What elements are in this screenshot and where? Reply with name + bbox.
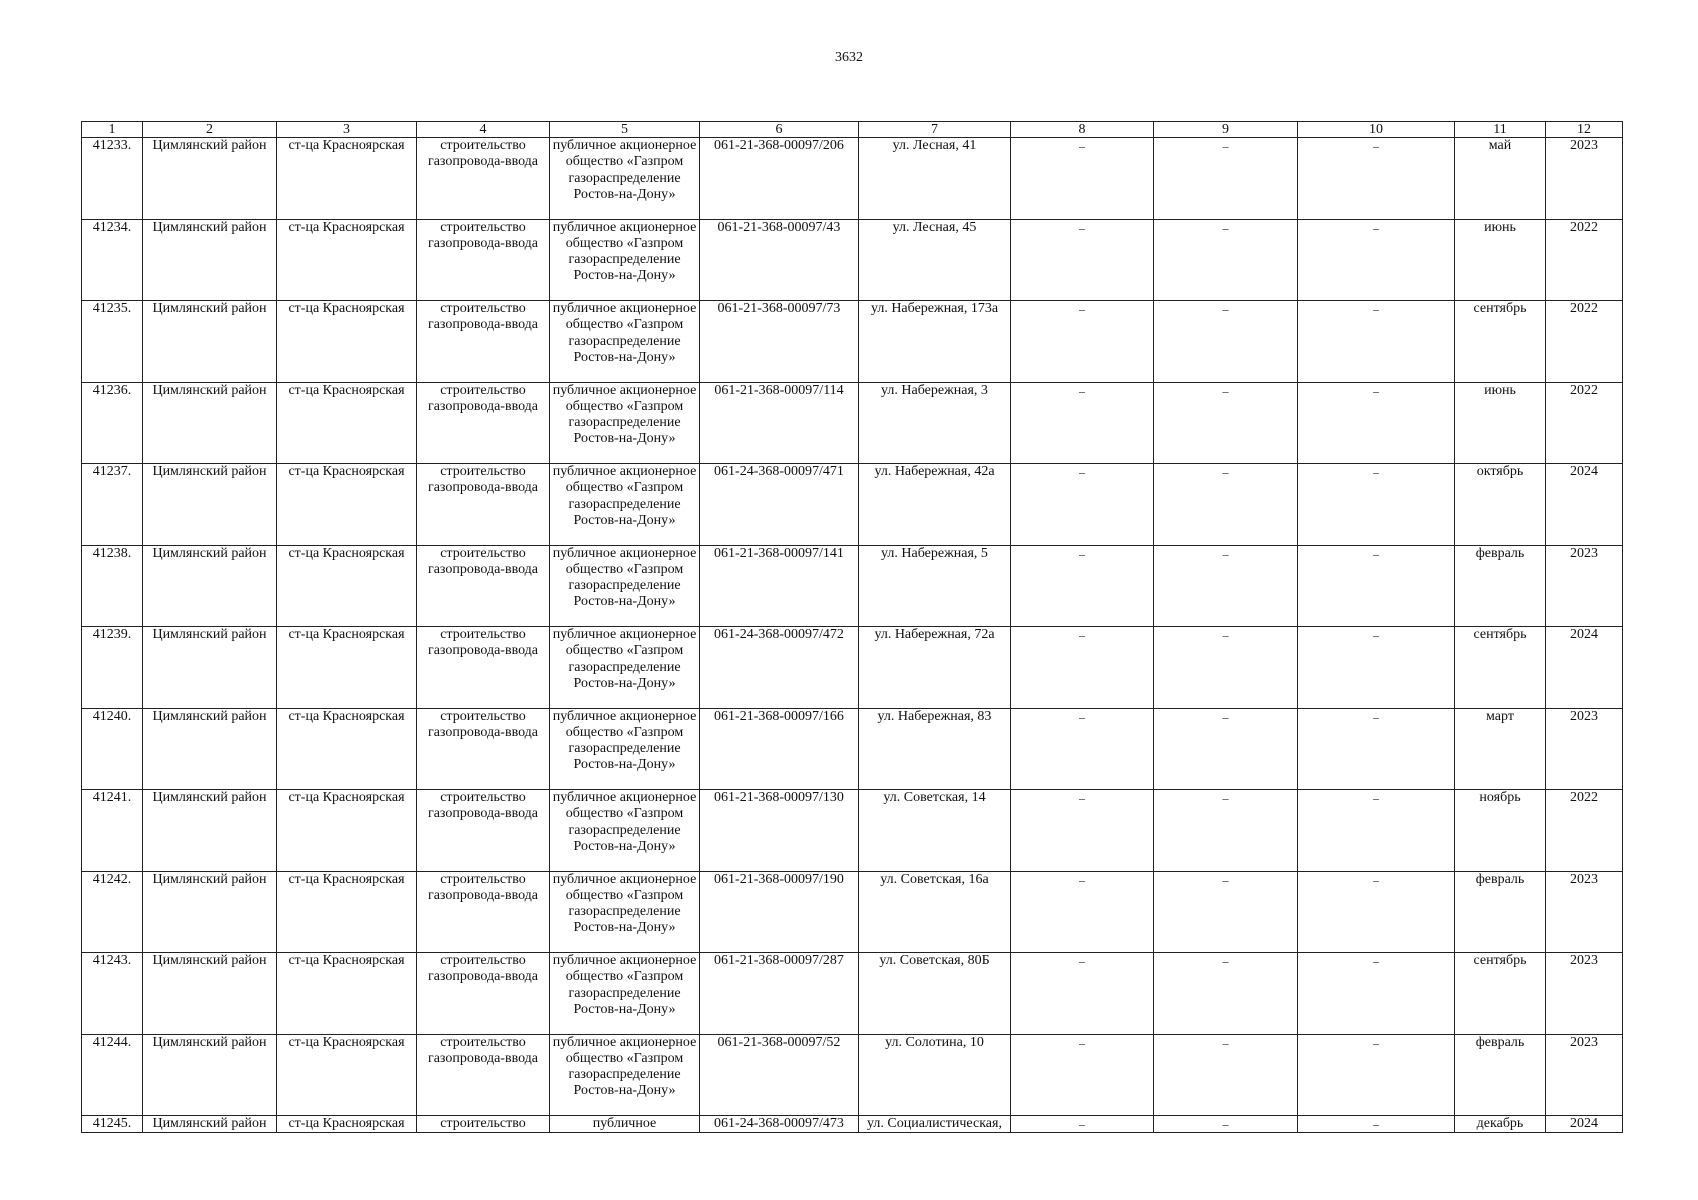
column-9-cell: – bbox=[1154, 138, 1298, 220]
column-header: 2 bbox=[143, 122, 277, 138]
organization-cell: публичное акционерное общество «Газпром газораспределение Ростов-на-Дону» bbox=[550, 301, 700, 383]
month-cell: февраль bbox=[1455, 871, 1546, 953]
work-type-cell: строительство газопровода-ввода bbox=[417, 219, 550, 301]
organization-cell: публичное акционерное общество «Газпром газораспределение Ростов-на-Дону» bbox=[550, 871, 700, 953]
organization-cell: публичное акционерное общество «Газпром газораспределение Ростов-на-Дону» bbox=[550, 1034, 700, 1116]
registry-code-cell: 061-21-368-00097/43 bbox=[700, 219, 859, 301]
month-cell: декабрь bbox=[1455, 1116, 1546, 1133]
row-number: 41242. bbox=[82, 871, 143, 953]
column-9-cell: – bbox=[1154, 464, 1298, 546]
month-cell: сентябрь bbox=[1455, 953, 1546, 1035]
organization-cell: публичное акционерное общество «Газпром газораспределение Ростов-на-Дону» bbox=[550, 138, 700, 220]
column-8-cell: – bbox=[1011, 138, 1154, 220]
address-cell: ул. Набережная, 42а bbox=[859, 464, 1011, 546]
address-cell: ул. Набережная, 3 bbox=[859, 382, 1011, 464]
column-header: 11 bbox=[1455, 122, 1546, 138]
year-cell: 2024 bbox=[1546, 627, 1623, 709]
table-row bbox=[82, 627, 1623, 709]
table-body bbox=[82, 138, 1623, 1133]
column-8-cell: – bbox=[1011, 1034, 1154, 1116]
month-cell: май bbox=[1455, 138, 1546, 220]
organization-cell: публичное акционерное общество «Газпром газораспределение Ростов-на-Дону» bbox=[550, 219, 700, 301]
locality-cell: ст-ца Красноярская bbox=[277, 953, 417, 1035]
table-header bbox=[82, 122, 1623, 138]
registry-code-cell: 061-24-368-00097/472 bbox=[700, 627, 859, 709]
district-cell: Цимлянский район bbox=[143, 138, 277, 220]
year-cell: 2023 bbox=[1546, 871, 1623, 953]
column-header: 7 bbox=[859, 122, 1011, 138]
locality-cell: ст-ца Красноярская bbox=[277, 464, 417, 546]
column-10-cell: – bbox=[1298, 138, 1455, 220]
district-cell: Цимлянский район bbox=[143, 219, 277, 301]
registry-code-cell: 061-21-368-00097/141 bbox=[700, 545, 859, 627]
column-9-cell: – bbox=[1154, 1116, 1298, 1133]
column-9-cell: – bbox=[1154, 627, 1298, 709]
header-row bbox=[82, 122, 1623, 138]
column-9-cell: – bbox=[1154, 871, 1298, 953]
year-cell: 2022 bbox=[1546, 790, 1623, 872]
year-cell: 2022 bbox=[1546, 301, 1623, 383]
organization-cell: публичное акционерное общество «Газпром газораспределение Ростов-на-Дону» bbox=[550, 382, 700, 464]
row-number: 41233. bbox=[82, 138, 143, 220]
month-cell: сентябрь bbox=[1455, 627, 1546, 709]
year-cell: 2022 bbox=[1546, 382, 1623, 464]
address-cell: ул. Набережная, 5 bbox=[859, 545, 1011, 627]
address-cell: ул. Социалистическая, bbox=[859, 1116, 1011, 1133]
table-row bbox=[82, 1034, 1623, 1116]
district-cell: Цимлянский район bbox=[143, 627, 277, 709]
month-cell: июнь bbox=[1455, 219, 1546, 301]
locality-cell: ст-ца Красноярская bbox=[277, 382, 417, 464]
table-row bbox=[82, 871, 1623, 953]
locality-cell: ст-ца Красноярская bbox=[277, 1116, 417, 1133]
month-cell: ноябрь bbox=[1455, 790, 1546, 872]
address-cell: ул. Солотина, 10 bbox=[859, 1034, 1011, 1116]
table-row bbox=[82, 138, 1623, 220]
district-cell: Цимлянский район bbox=[143, 790, 277, 872]
column-10-cell: – bbox=[1298, 953, 1455, 1035]
address-cell: ул. Набережная, 83 bbox=[859, 708, 1011, 790]
column-10-cell: – bbox=[1298, 301, 1455, 383]
column-9-cell: – bbox=[1154, 953, 1298, 1035]
column-10-cell: – bbox=[1298, 1116, 1455, 1133]
column-header: 6 bbox=[700, 122, 859, 138]
registry-code-cell: 061-21-368-00097/166 bbox=[700, 708, 859, 790]
registry-code-cell: 061-24-368-00097/471 bbox=[700, 464, 859, 546]
locality-cell: ст-ца Красноярская bbox=[277, 301, 417, 383]
organization-cell: публичное акционерное общество «Газпром газораспределение Ростов-на-Дону» bbox=[550, 464, 700, 546]
row-number: 41235. bbox=[82, 301, 143, 383]
district-cell: Цимлянский район bbox=[143, 708, 277, 790]
column-10-cell: – bbox=[1298, 464, 1455, 546]
registry-code-cell: 061-21-368-00097/73 bbox=[700, 301, 859, 383]
address-cell: ул. Советская, 16а bbox=[859, 871, 1011, 953]
work-type-cell: строительство газопровода-ввода bbox=[417, 790, 550, 872]
column-8-cell: – bbox=[1011, 1116, 1154, 1133]
row-number: 41237. bbox=[82, 464, 143, 546]
page-number: 3632 bbox=[835, 50, 863, 65]
district-cell: Цимлянский район bbox=[143, 464, 277, 546]
table-row bbox=[82, 545, 1623, 627]
table-row bbox=[82, 1116, 1623, 1133]
column-8-cell: – bbox=[1011, 708, 1154, 790]
locality-cell: ст-ца Красноярская bbox=[277, 1034, 417, 1116]
address-cell: ул. Советская, 14 bbox=[859, 790, 1011, 872]
row-number: 41236. bbox=[82, 382, 143, 464]
table-row bbox=[82, 953, 1623, 1035]
year-cell: 2023 bbox=[1546, 545, 1623, 627]
column-8-cell: – bbox=[1011, 464, 1154, 546]
row-number: 41245. bbox=[82, 1116, 143, 1133]
work-type-cell: строительство газопровода-ввода bbox=[417, 708, 550, 790]
column-10-cell: – bbox=[1298, 708, 1455, 790]
locality-cell: ст-ца Красноярская bbox=[277, 790, 417, 872]
district-cell: Цимлянский район bbox=[143, 1034, 277, 1116]
column-8-cell: – bbox=[1011, 953, 1154, 1035]
district-cell: Цимлянский район bbox=[143, 382, 277, 464]
registry-code-cell: 061-21-368-00097/52 bbox=[700, 1034, 859, 1116]
column-9-cell: – bbox=[1154, 219, 1298, 301]
locality-cell: ст-ца Красноярская bbox=[277, 138, 417, 220]
year-cell: 2023 bbox=[1546, 953, 1623, 1035]
table-row bbox=[82, 382, 1623, 464]
column-8-cell: – bbox=[1011, 382, 1154, 464]
registry-code-cell: 061-21-368-00097/206 bbox=[700, 138, 859, 220]
register-table bbox=[81, 121, 1623, 1133]
column-8-cell: – bbox=[1011, 545, 1154, 627]
organization-cell: публичное акционерное общество «Газпром газораспределение Ростов-на-Дону» bbox=[550, 627, 700, 709]
locality-cell: ст-ца Красноярская bbox=[277, 627, 417, 709]
work-type-cell: строительство газопровода-ввода bbox=[417, 138, 550, 220]
organization-cell: публичное акционерное общество «Газпром газораспределение Ростов-на-Дону» bbox=[550, 953, 700, 1035]
column-10-cell: – bbox=[1298, 627, 1455, 709]
column-header: 10 bbox=[1298, 122, 1455, 138]
locality-cell: ст-ца Красноярская bbox=[277, 219, 417, 301]
column-header: 3 bbox=[277, 122, 417, 138]
column-9-cell: – bbox=[1154, 545, 1298, 627]
address-cell: ул. Лесная, 41 bbox=[859, 138, 1011, 220]
column-8-cell: – bbox=[1011, 219, 1154, 301]
column-10-cell: – bbox=[1298, 790, 1455, 872]
column-9-cell: – bbox=[1154, 382, 1298, 464]
organization-cell: публичное акционерное общество «Газпром газораспределение Ростов-на-Дону» bbox=[550, 790, 700, 872]
row-number: 41244. bbox=[82, 1034, 143, 1116]
column-9-cell: – bbox=[1154, 1034, 1298, 1116]
column-header: 12 bbox=[1546, 122, 1623, 138]
year-cell: 2022 bbox=[1546, 219, 1623, 301]
work-type-cell: строительство газопровода-ввода bbox=[417, 464, 550, 546]
column-header: 1 bbox=[82, 122, 143, 138]
district-cell: Цимлянский район bbox=[143, 953, 277, 1035]
work-type-cell: строительство газопровода-ввода bbox=[417, 1034, 550, 1116]
column-header: 5 bbox=[550, 122, 700, 138]
registry-code-cell: 061-21-368-00097/190 bbox=[700, 871, 859, 953]
organization-cell: публичное акционерное общество «Газпром газораспределение Ростов-на-Дону» bbox=[550, 708, 700, 790]
column-header: 4 bbox=[417, 122, 550, 138]
address-cell: ул. Набережная, 72а bbox=[859, 627, 1011, 709]
column-header: 8 bbox=[1011, 122, 1154, 138]
year-cell: 2023 bbox=[1546, 708, 1623, 790]
address-cell: ул. Набережная, 173а bbox=[859, 301, 1011, 383]
row-number: 41243. bbox=[82, 953, 143, 1035]
column-8-cell: – bbox=[1011, 301, 1154, 383]
work-type-cell: строительство bbox=[417, 1116, 550, 1133]
column-10-cell: – bbox=[1298, 382, 1455, 464]
table-row bbox=[82, 708, 1623, 790]
work-type-cell: строительство газопровода-ввода bbox=[417, 382, 550, 464]
column-10-cell: – bbox=[1298, 1034, 1455, 1116]
district-cell: Цимлянский район bbox=[143, 871, 277, 953]
table-row bbox=[82, 219, 1623, 301]
registry-code-cell: 061-21-368-00097/287 bbox=[700, 953, 859, 1035]
row-number: 41238. bbox=[82, 545, 143, 627]
month-cell: март bbox=[1455, 708, 1546, 790]
column-9-cell: – bbox=[1154, 708, 1298, 790]
work-type-cell: строительство газопровода-ввода bbox=[417, 301, 550, 383]
year-cell: 2024 bbox=[1546, 1116, 1623, 1133]
work-type-cell: строительство газопровода-ввода bbox=[417, 871, 550, 953]
column-8-cell: – bbox=[1011, 871, 1154, 953]
column-8-cell: – bbox=[1011, 790, 1154, 872]
year-cell: 2024 bbox=[1546, 464, 1623, 546]
month-cell: сентябрь bbox=[1455, 301, 1546, 383]
address-cell: ул. Советская, 80Б bbox=[859, 953, 1011, 1035]
row-number: 41240. bbox=[82, 708, 143, 790]
locality-cell: ст-ца Красноярская bbox=[277, 545, 417, 627]
address-cell: ул. Лесная, 45 bbox=[859, 219, 1011, 301]
work-type-cell: строительство газопровода-ввода bbox=[417, 627, 550, 709]
district-cell: Цимлянский район bbox=[143, 1116, 277, 1133]
locality-cell: ст-ца Красноярская bbox=[277, 871, 417, 953]
registry-code-cell: 061-21-368-00097/130 bbox=[700, 790, 859, 872]
work-type-cell: строительство газопровода-ввода bbox=[417, 545, 550, 627]
organization-cell: публичное акционерное общество «Газпром газораспределение Ростов-на-Дону» bbox=[550, 545, 700, 627]
work-type-cell: строительство газопровода-ввода bbox=[417, 953, 550, 1035]
locality-cell: ст-ца Красноярская bbox=[277, 708, 417, 790]
column-8-cell: – bbox=[1011, 627, 1154, 709]
column-10-cell: – bbox=[1298, 545, 1455, 627]
table-row bbox=[82, 464, 1623, 546]
column-9-cell: – bbox=[1154, 790, 1298, 872]
row-number: 41241. bbox=[82, 790, 143, 872]
registry-code-cell: 061-21-368-00097/114 bbox=[700, 382, 859, 464]
table-row bbox=[82, 301, 1623, 383]
column-10-cell: – bbox=[1298, 219, 1455, 301]
row-number: 41234. bbox=[82, 219, 143, 301]
table-row bbox=[82, 790, 1623, 872]
month-cell: октябрь bbox=[1455, 464, 1546, 546]
month-cell: февраль bbox=[1455, 545, 1546, 627]
column-header: 9 bbox=[1154, 122, 1298, 138]
district-cell: Цимлянский район bbox=[143, 301, 277, 383]
column-10-cell: – bbox=[1298, 871, 1455, 953]
registry-code-cell: 061-24-368-00097/473 bbox=[700, 1116, 859, 1133]
column-9-cell: – bbox=[1154, 301, 1298, 383]
month-cell: июнь bbox=[1455, 382, 1546, 464]
month-cell: февраль bbox=[1455, 1034, 1546, 1116]
district-cell: Цимлянский район bbox=[143, 545, 277, 627]
year-cell: 2023 bbox=[1546, 138, 1623, 220]
row-number: 41239. bbox=[82, 627, 143, 709]
organization-cell: публичное bbox=[550, 1116, 700, 1133]
year-cell: 2023 bbox=[1546, 1034, 1623, 1116]
